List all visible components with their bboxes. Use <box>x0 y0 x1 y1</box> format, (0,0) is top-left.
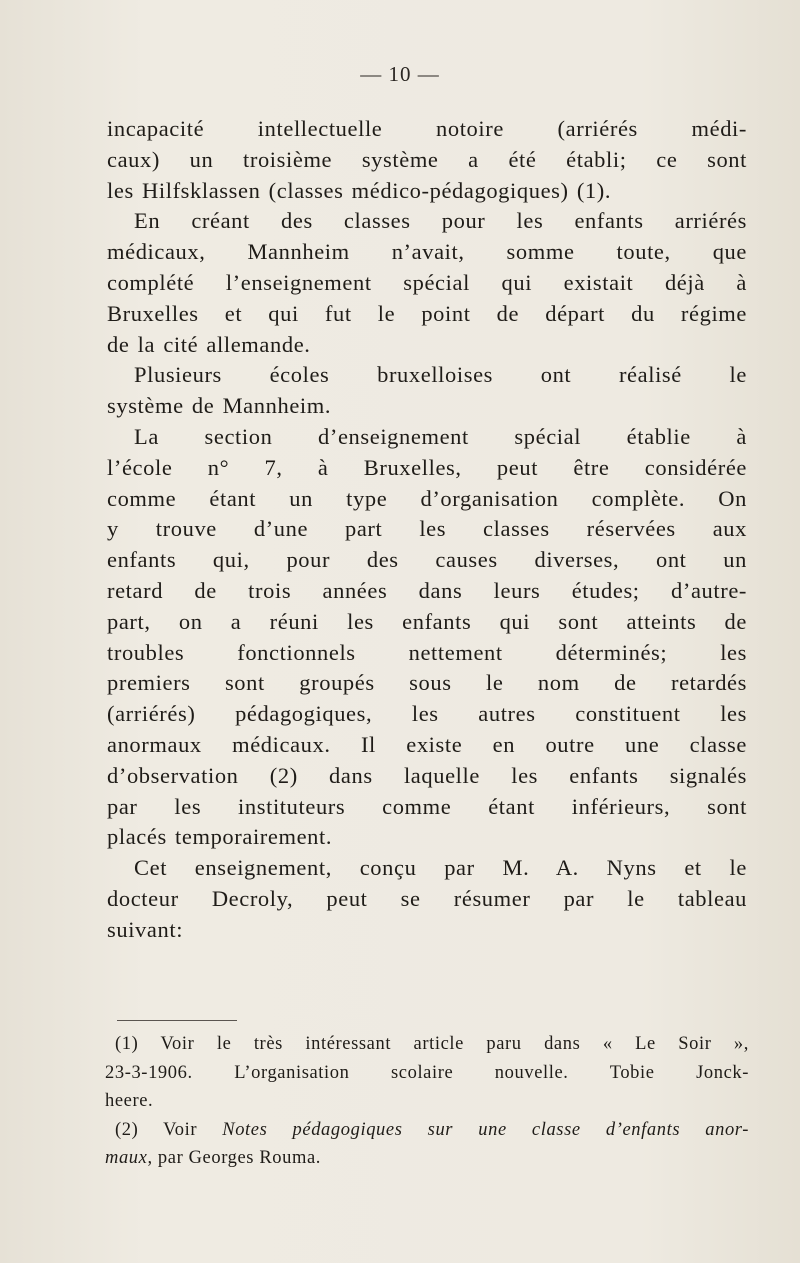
body-line: les Hilfsklassen (classes médico-pédagogiques) (1). <box>107 177 612 203</box>
body-line: La section d’enseignement spécial établie à <box>134 423 747 449</box>
body-line: Plusieurs écoles bruxelloises ont réalisé le <box>134 362 747 388</box>
footnote-2-suffix: , par Georges Rouma. <box>147 1148 321 1168</box>
body-line: y trouve d’une part les classes réservées aux <box>107 516 747 542</box>
body-text <box>107 114 747 946</box>
footnote-divider <box>117 1020 237 1021</box>
body-line: docteur Decroly, peut se résumer par le tableau <box>107 885 747 911</box>
body-line: (arriérés) pédagogiques, les autres constituent les <box>107 701 747 727</box>
body-line: suivant: <box>107 916 184 942</box>
footnote-2-line <box>105 1144 749 1173</box>
body-line: caux) un troisième système a été établi; ce sont <box>107 146 747 172</box>
body-line: système de Mannheim. <box>107 393 332 419</box>
footnote-2-title: Notes pédagogiques sur une classe d’enfants anor- <box>222 1119 749 1140</box>
body-line: Bruxelles et qui fut le point de départ du régime <box>107 300 747 326</box>
body-line: part, on a réuni les enfants qui sont atteints de <box>107 608 747 634</box>
footnotes <box>105 1030 749 1173</box>
body-line: anormaux médicaux. Il existe en outre une classe <box>107 731 747 757</box>
body-line: comme étant un type d’organisation complète. On <box>107 485 747 511</box>
footnote-2-title-end: maux <box>105 1148 148 1168</box>
body-line: En créant des classes pour les enfants arriérés <box>134 208 747 234</box>
body-line: par les instituteurs comme étant inférieurs, sont <box>107 793 747 819</box>
footnote-1-line: 23-3-1906. L’organisation scolaire nouvelle. Tobie Jonck- <box>105 1062 749 1083</box>
footnote-2-line <box>105 1116 749 1145</box>
body-line: premiers sont groupés sous le nom de retardés <box>107 670 747 696</box>
body-line: incapacité intellectuelle notoire (arriérés médi- <box>107 116 747 141</box>
body-line: Cet enseignement, conçu par M. A. Nyns et le <box>134 855 747 881</box>
page-number: — 10 — <box>360 62 440 86</box>
footnote-1-line: (1) Voir le très intéressant article paru dans « Le Soir », <box>115 1034 749 1054</box>
body-line: enfants qui, pour des causes diverses, ont un <box>107 547 747 573</box>
body-line: placés temporairement. <box>107 824 333 850</box>
footnote-2-prefix: (2) Voir <box>115 1119 223 1140</box>
body-line: l’école n° 7, à Bruxelles, peut être considérée <box>107 454 747 480</box>
body-line: d’observation (2) dans laquelle les enfants signalés <box>107 762 747 788</box>
body-line: médicaux, Mannheim n’avait, somme toute, que <box>107 239 747 265</box>
body-line: de la cité allemande. <box>107 331 311 357</box>
footnote-1-line: heere. <box>105 1091 154 1111</box>
body-line: retard de trois années dans leurs études; d’autre- <box>107 577 747 603</box>
body-line: troubles fonctionnels nettement déterminés; les <box>107 639 747 665</box>
body-line: complété l’enseignement spécial qui existait déjà à <box>107 269 747 295</box>
